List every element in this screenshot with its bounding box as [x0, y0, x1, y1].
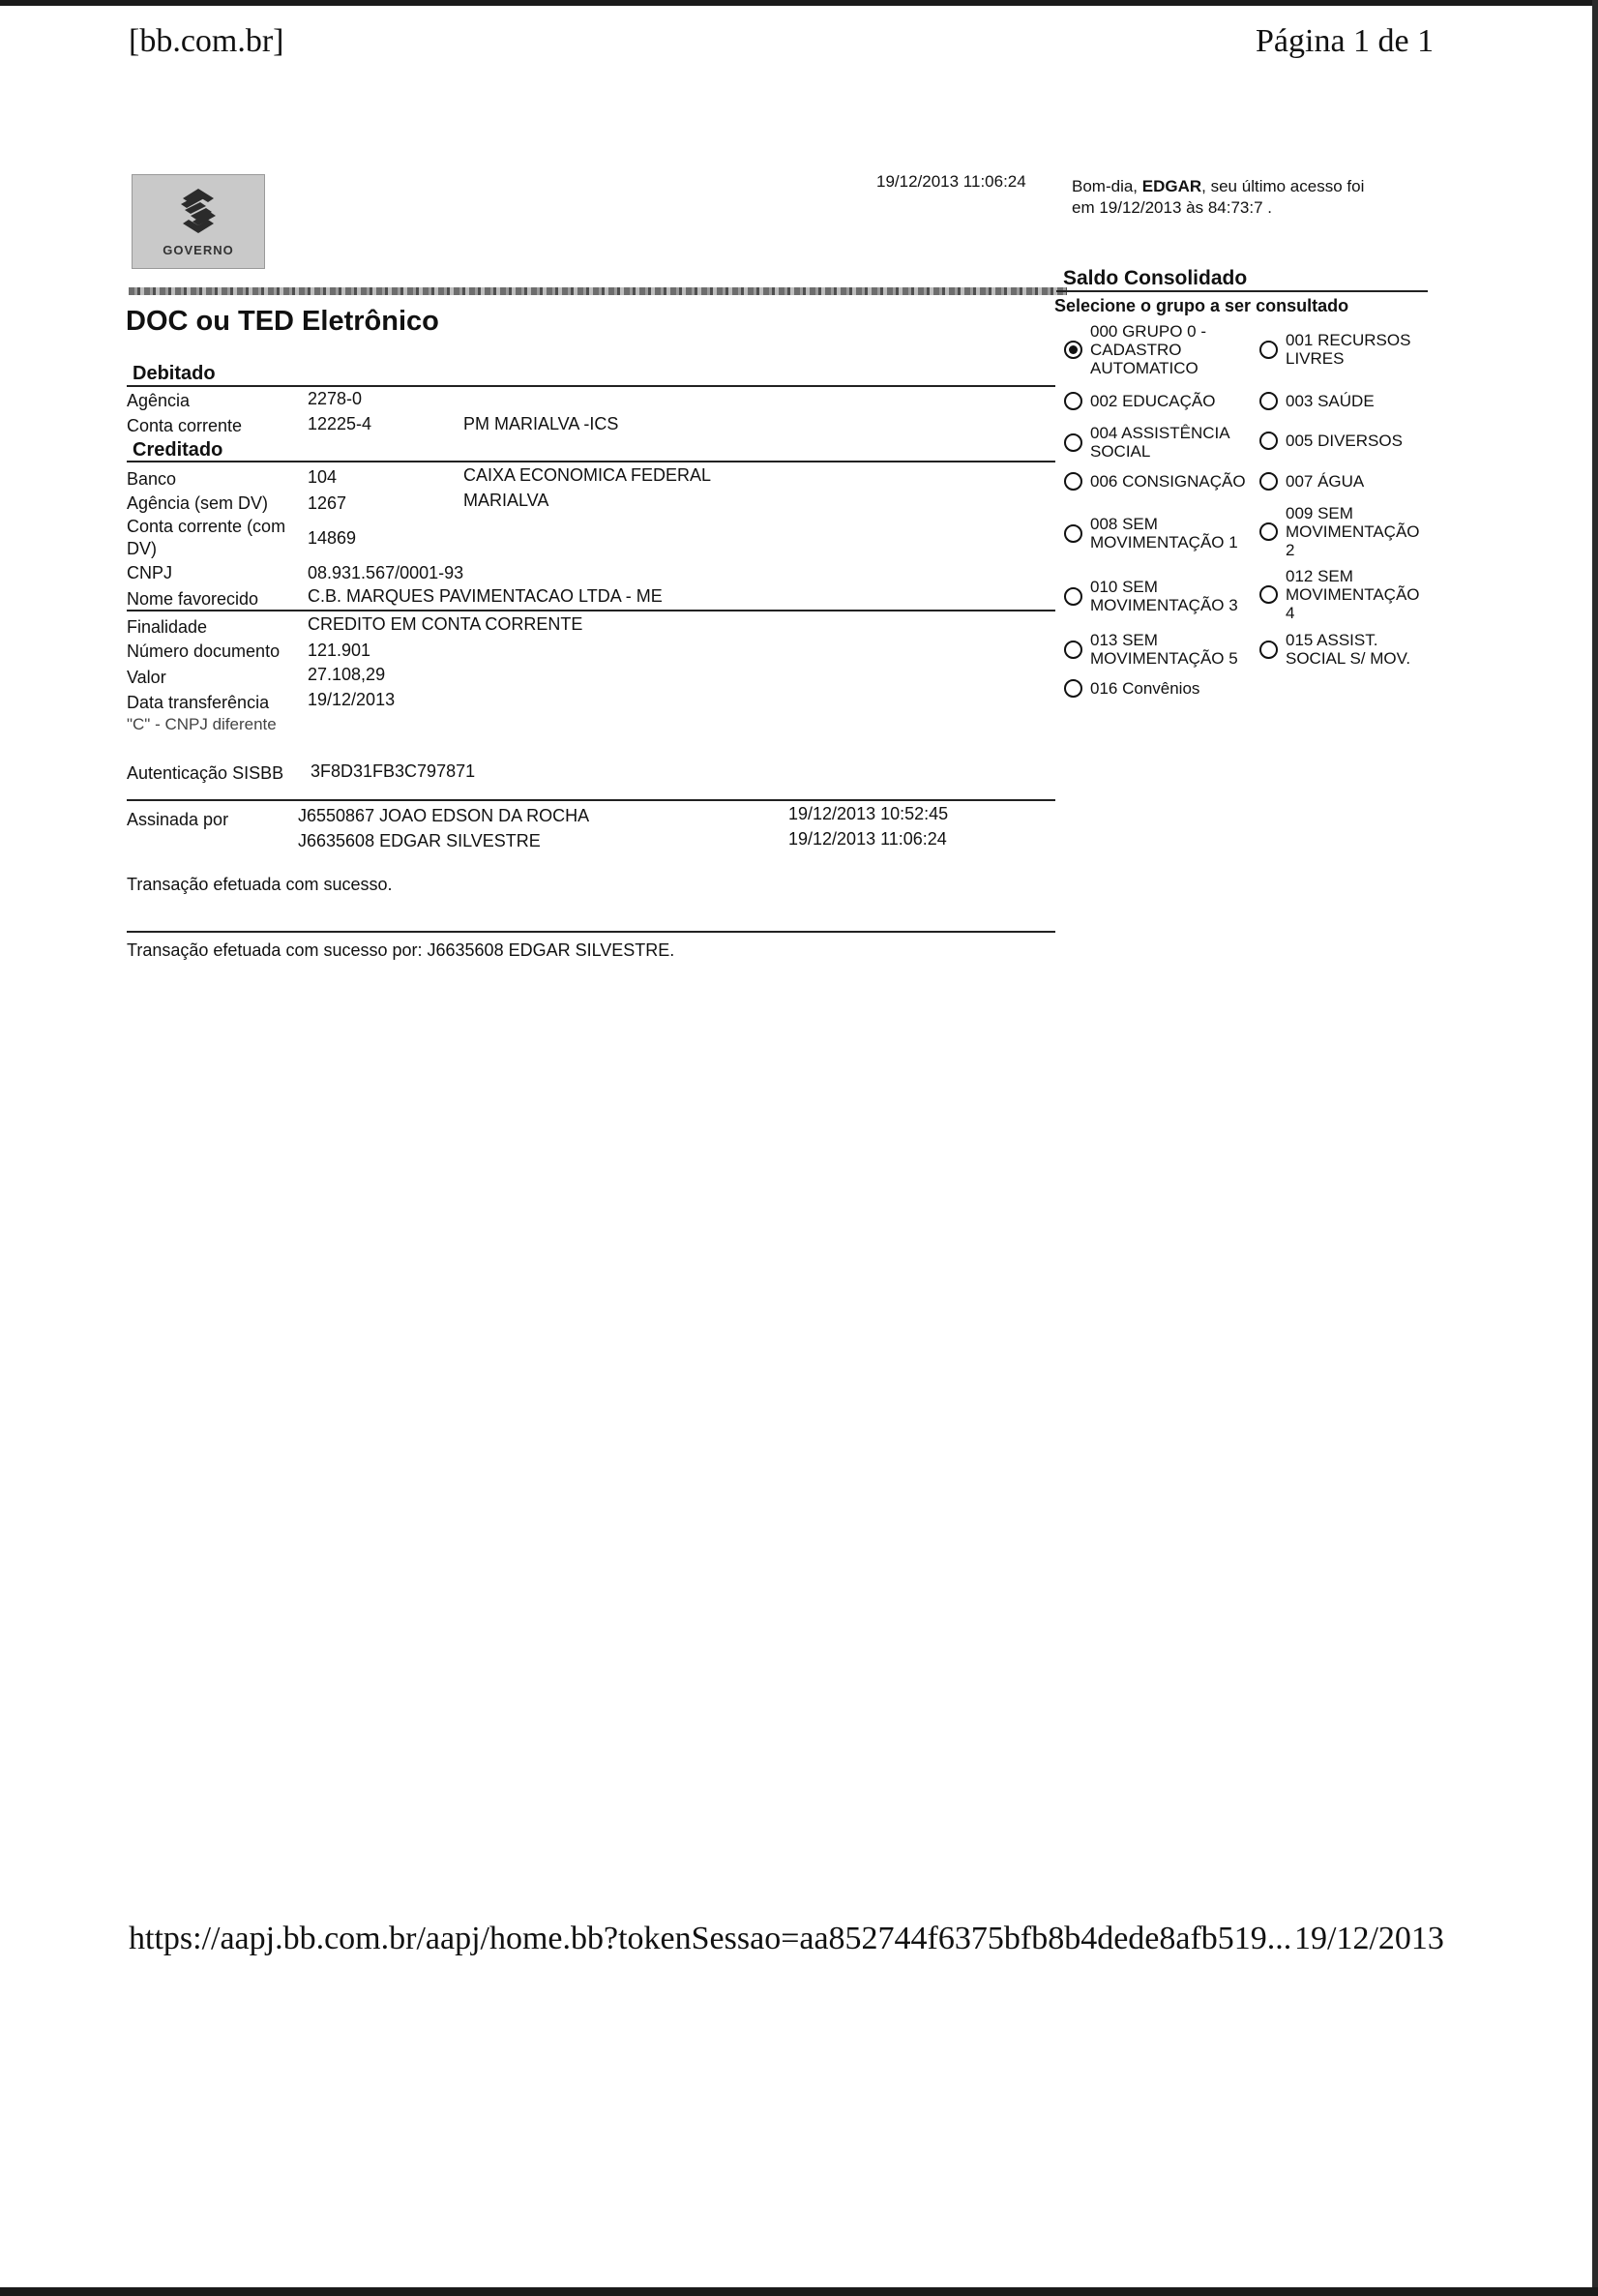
- radio-label-006: 006 CONSIGNAÇÃO: [1090, 472, 1246, 491]
- radio-grupo-006[interactable]: [1064, 472, 1246, 491]
- radio-circle[interactable]: [1259, 432, 1278, 450]
- radio-label-015: 015 ASSIST. SOCIAL S/ MOV.: [1286, 631, 1411, 668]
- radio-label-008: 008 SEM MOVIMENTAÇÃO 1: [1090, 515, 1238, 552]
- divider-detalhes: [127, 610, 1055, 611]
- radio-grupo-001[interactable]: [1259, 331, 1410, 368]
- greeting-suffix: , seu último acesso foi: [1201, 177, 1365, 195]
- radio-circle[interactable]: [1064, 679, 1082, 698]
- radio-label-004: 004 ASSISTÊNCIA SOCIAL: [1090, 424, 1230, 461]
- value-agencia-credito: 1267: [308, 493, 347, 513]
- label-favorecido: Nome favorecido: [127, 589, 259, 609]
- label-agencia-credito: Agência (sem DV): [127, 493, 269, 513]
- radio-circle[interactable]: [1259, 641, 1278, 659]
- value-banco-nome: CAIXA ECONOMICA FEDERAL: [463, 465, 712, 485]
- signer-2-date: 19/12/2013 11:06:24: [788, 829, 947, 849]
- scan-border-right: [1592, 0, 1598, 2296]
- radio-grupo-009[interactable]: [1259, 504, 1420, 559]
- value-autenticacao: 3F8D31FB3C797871: [311, 761, 476, 781]
- scan-border-top: [0, 0, 1598, 6]
- governo-logo[interactable]: [132, 174, 265, 269]
- radio-circle[interactable]: [1259, 472, 1278, 491]
- radio-circle-checked[interactable]: [1064, 341, 1082, 359]
- label-valor: Valor: [127, 668, 166, 687]
- radio-grupo-004[interactable]: [1064, 424, 1230, 461]
- value-banco: 104: [308, 467, 338, 487]
- label-cnpj: CNPJ: [127, 563, 173, 582]
- signer-1-name: J6550867 JOAO EDSON DA ROCHA: [298, 806, 590, 825]
- radio-grupo-003[interactable]: [1259, 392, 1375, 410]
- greeting-prefix: Bom-dia,: [1072, 177, 1142, 195]
- radio-circle[interactable]: [1259, 522, 1278, 541]
- greeting: [1072, 176, 1439, 219]
- print-footer-date: 19/12/2013: [1294, 1921, 1444, 1956]
- header-strip: [129, 287, 1067, 295]
- divider-debitado: [127, 385, 1055, 387]
- divider-status: [127, 931, 1055, 933]
- radio-grupo-013[interactable]: [1064, 631, 1238, 668]
- page-title: DOC ou TED Eletrônico: [126, 306, 439, 337]
- value-valor: 27.108,29: [308, 665, 386, 684]
- section-creditado: Creditado: [133, 439, 223, 461]
- radio-grupo-002[interactable]: [1064, 392, 1215, 410]
- label-data-transferencia: Data transferência: [127, 693, 270, 712]
- radio-label-012: 012 SEM MOVIMENTAÇÃO 4: [1286, 567, 1420, 622]
- radio-label-013: 013 SEM MOVIMENTAÇÃO 5: [1090, 631, 1238, 668]
- radio-label-009: 009 SEM MOVIMENTAÇÃO 2: [1286, 504, 1420, 559]
- label-autenticacao: Autenticação SISBB: [127, 763, 284, 783]
- value-agencia-debito: 2278-0: [308, 389, 363, 408]
- value-conta-debito-nome: PM MARIALVA -ICS: [463, 414, 619, 433]
- status-message: Transação efetuada com sucesso.: [127, 875, 393, 894]
- radio-circle[interactable]: [1064, 641, 1082, 659]
- radio-label-005: 005 DIVERSOS: [1286, 432, 1403, 450]
- label-numero-documento: Número documento: [127, 641, 281, 661]
- radio-label-007: 007 ÁGUA: [1286, 472, 1365, 491]
- radio-grupo-012[interactable]: [1259, 567, 1420, 622]
- divider-saldo: [1056, 290, 1428, 292]
- print-header-page: Página 1 de 1: [1256, 23, 1435, 59]
- print-footer-url: https://aapj.bb.com.br/aapj/home.bb?tokenSessao=aa852744f6375bfb8b4dede8afb519...: [129, 1921, 1292, 1956]
- radio-label-001: 001 RECURSOS LIVRES: [1286, 331, 1411, 368]
- value-numero-documento: 121.901: [308, 641, 371, 660]
- radio-grupo-007[interactable]: [1259, 472, 1364, 491]
- radio-circle[interactable]: [1259, 392, 1278, 410]
- radio-grupo-000[interactable]: [1064, 322, 1206, 377]
- logo-text: GOVERNO: [163, 243, 234, 257]
- radio-label-003: 003 SAÚDE: [1286, 392, 1375, 410]
- divider-assinaturas: [127, 799, 1055, 801]
- divider-creditado: [127, 461, 1055, 462]
- label-finalidade: Finalidade: [127, 617, 208, 637]
- radio-circle[interactable]: [1064, 524, 1082, 543]
- note-cnpj-diferente: "C" - CNPJ diferente: [127, 715, 277, 733]
- label-conta-credito-2: DV): [127, 539, 157, 558]
- radio-circle[interactable]: [1259, 341, 1278, 359]
- value-conta-debito: 12225-4: [308, 414, 372, 433]
- value-finalidade: CREDITO EM CONTA CORRENTE: [308, 614, 583, 634]
- section-debitado: Debitado: [133, 363, 216, 384]
- status-message-detail: Transação efetuada com sucesso por: J6635608 EDGAR SILVESTRE.: [127, 940, 675, 960]
- radio-circle[interactable]: [1064, 392, 1082, 410]
- value-agencia-credito-nome: MARIALVA: [463, 491, 549, 510]
- greeting-user: EDGAR: [1141, 177, 1202, 195]
- radio-circle[interactable]: [1064, 433, 1082, 452]
- label-assinada-por: Assinada por: [127, 810, 229, 829]
- radio-label-010: 010 SEM MOVIMENTAÇÃO 3: [1090, 578, 1238, 614]
- label-agencia-debito: Agência: [127, 391, 191, 410]
- radio-label-016: 016 Convênios: [1090, 679, 1200, 698]
- label-banco: Banco: [127, 469, 177, 489]
- signer-1-date: 19/12/2013 10:52:45: [788, 804, 949, 823]
- signer-2-name: J6635608 EDGAR SILVESTRE: [298, 831, 541, 850]
- label-conta-credito-1: Conta corrente (com: [127, 517, 286, 536]
- value-conta-credito: 14869: [308, 528, 357, 548]
- radio-label-002: 002 EDUCAÇÃO: [1090, 392, 1216, 410]
- label-conta-debito: Conta corrente: [127, 416, 243, 435]
- saldo-subtitle: Selecione o grupo a ser consultado: [1054, 296, 1349, 315]
- last-access: em 19/12/2013 às 84:73:7 .: [1072, 198, 1272, 217]
- session-timestamp: 19/12/2013 11:06:24: [876, 172, 1026, 191]
- radio-grupo-010[interactable]: [1064, 578, 1238, 614]
- value-data-transferencia: 19/12/2013: [308, 690, 396, 709]
- radio-grupo-015[interactable]: [1259, 631, 1410, 668]
- radio-label-000: 000 GRUPO 0 - CADASTRO AUTOMATICO: [1090, 322, 1206, 377]
- value-cnpj: 08.931.567/0001-93: [308, 563, 464, 582]
- radio-circle[interactable]: [1064, 587, 1082, 606]
- print-header-site: [bb.com.br]: [129, 23, 284, 59]
- radio-circle[interactable]: [1064, 472, 1082, 491]
- bb-logo-icon: [171, 187, 225, 241]
- radio-grupo-008[interactable]: [1064, 515, 1238, 552]
- value-favorecido: C.B. MARQUES PAVIMENTACAO LTDA - ME: [308, 586, 663, 606]
- radio-circle[interactable]: [1259, 585, 1278, 604]
- scan-border-bottom: [0, 2287, 1598, 2296]
- radio-grupo-016[interactable]: [1064, 679, 1199, 698]
- saldo-title: Saldo Consolidado: [1063, 267, 1248, 289]
- radio-grupo-005[interactable]: [1259, 432, 1403, 450]
